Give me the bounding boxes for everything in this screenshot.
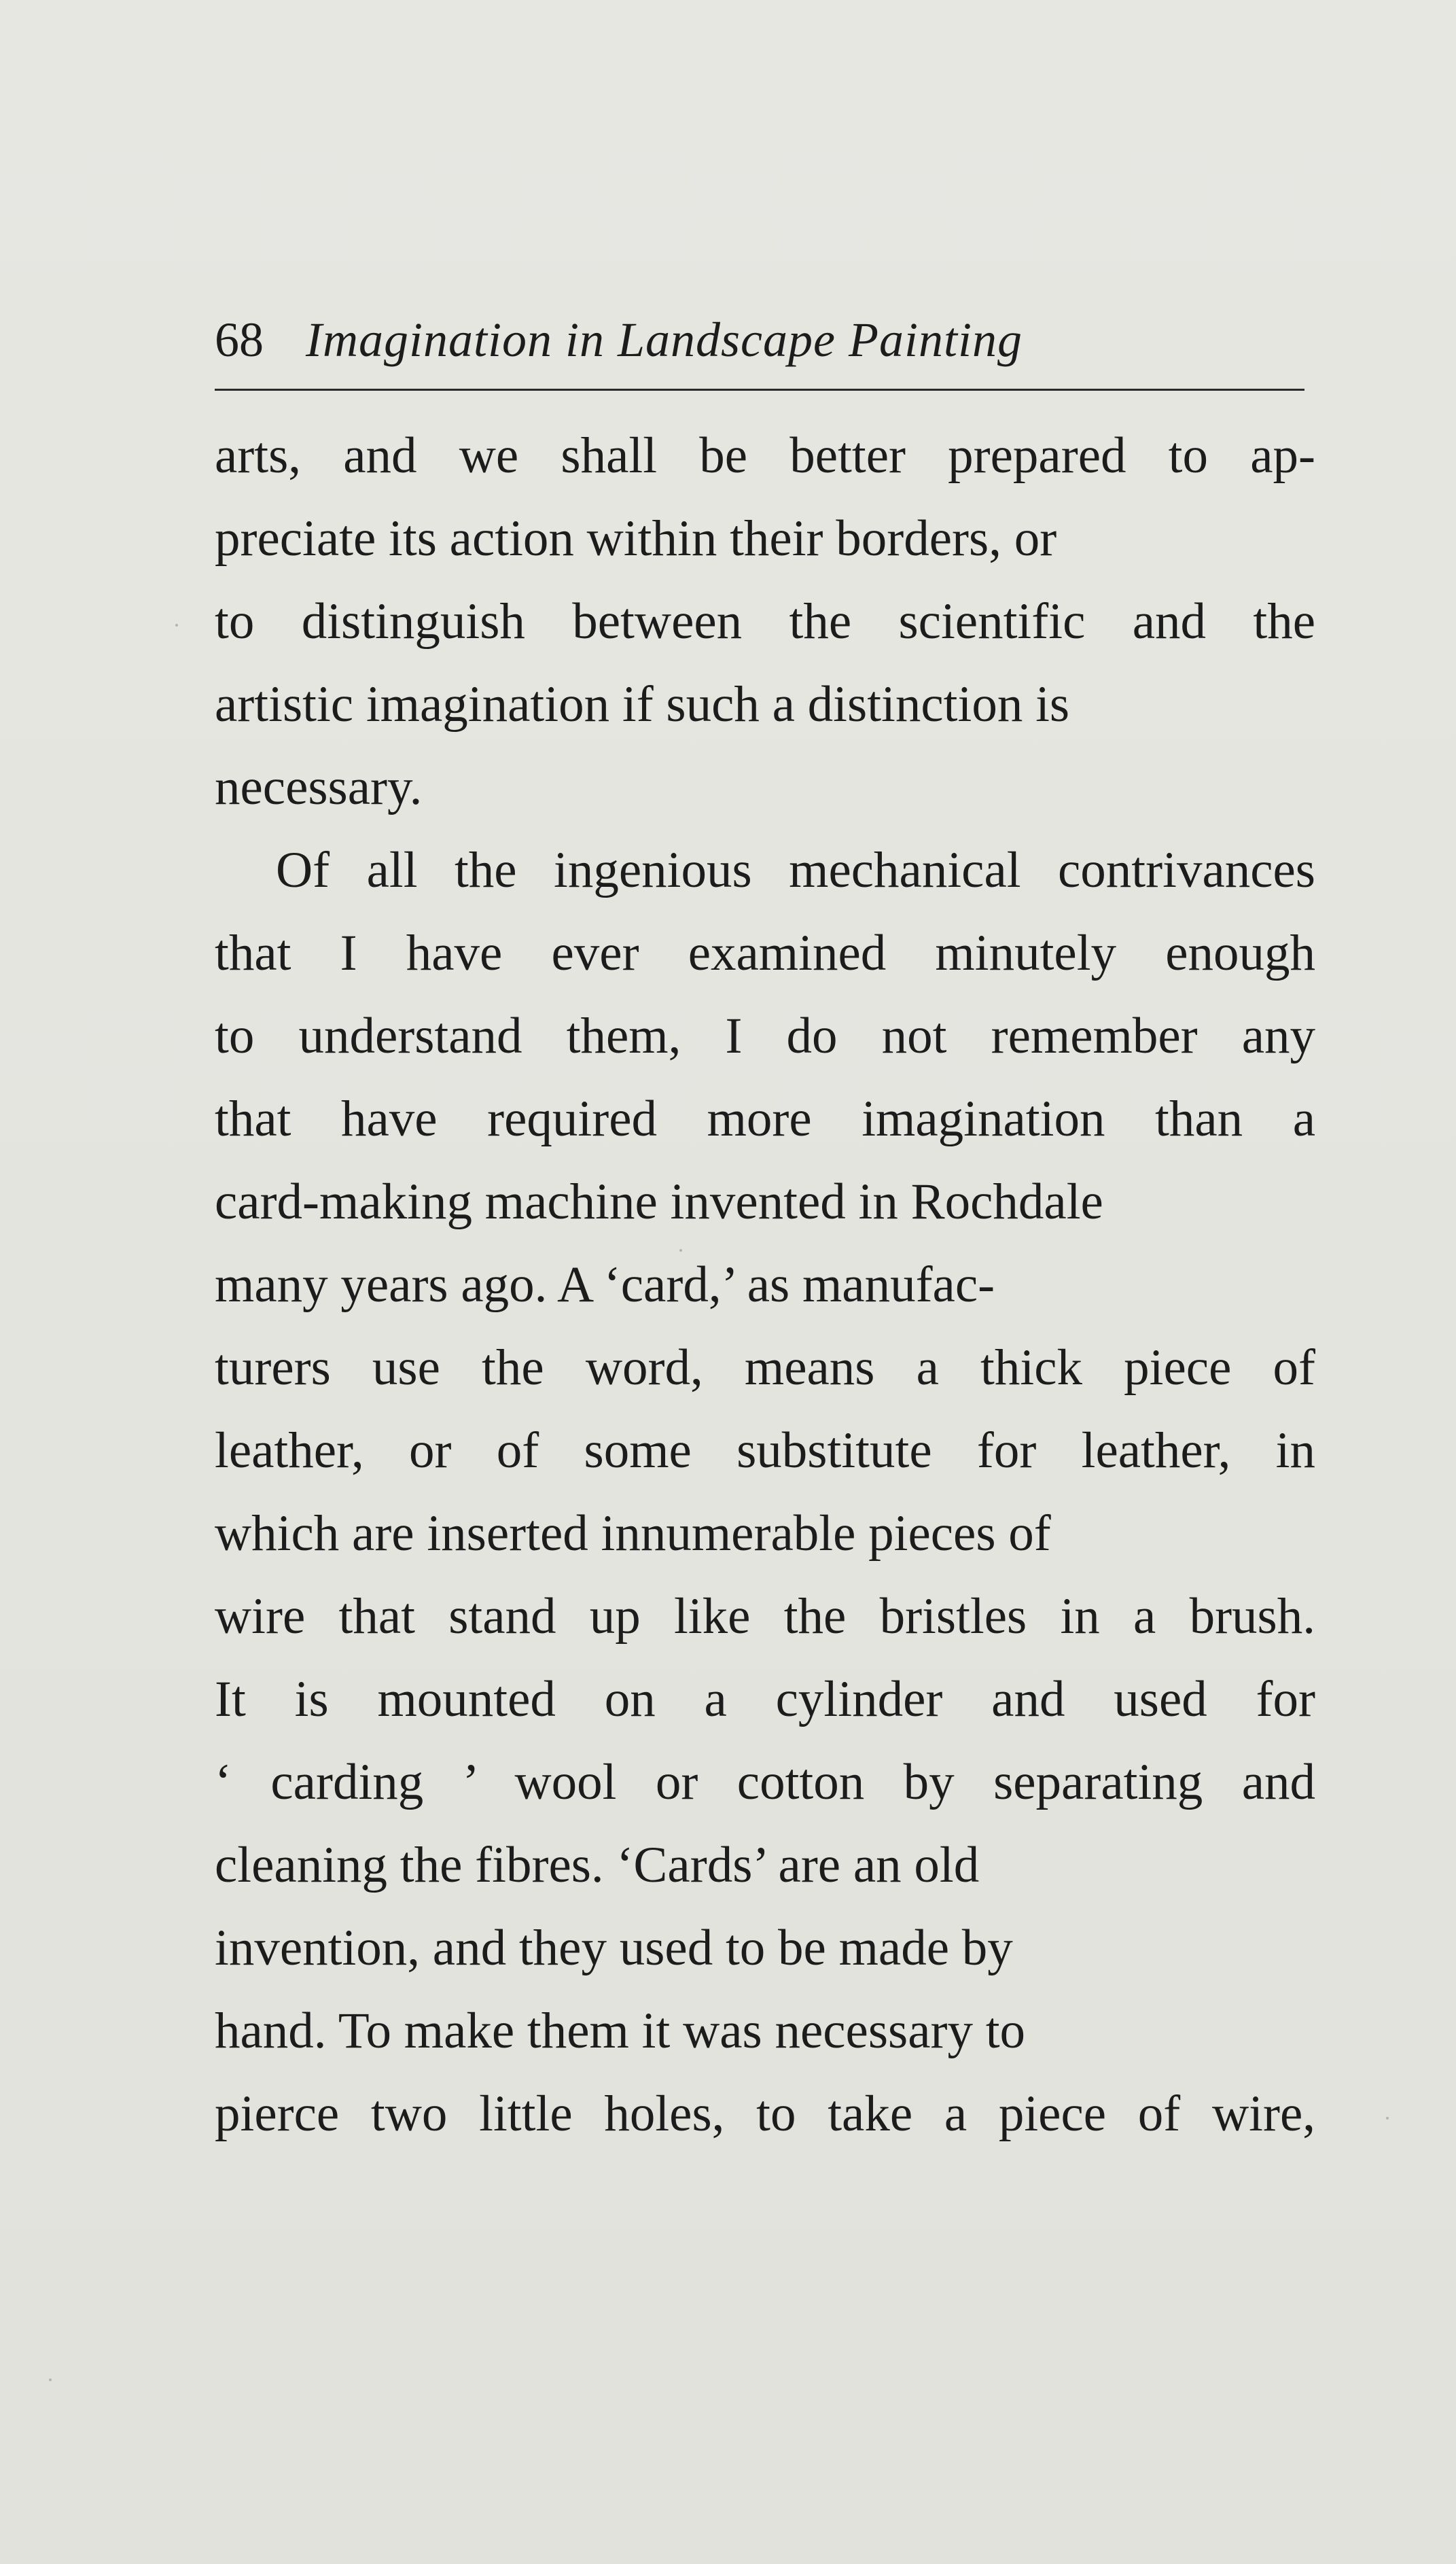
text-line: turers use the word, means a thick piece of (215, 1339, 1315, 1396)
text-line: to understand them, I do not remember any (215, 1008, 1315, 1064)
paper-speck (679, 1249, 682, 1252)
text-line: ‘ carding ’ wool or cotton by separating and (215, 1754, 1315, 1810)
text-line: card-making machine invented in Rochdale (215, 1174, 1103, 1230)
page-number: 68 (215, 313, 264, 367)
text-line: that I have ever examined minutely enough (215, 925, 1315, 981)
running-head (215, 299, 1302, 381)
header-rule (215, 389, 1304, 391)
text-line: which are inserted innumerable pieces of (215, 1505, 1051, 1562)
text-line: preciate its action within their borders, or (215, 510, 1057, 567)
text-line: artistic imagination if such a distinction is (215, 676, 1070, 733)
text-line: arts, and we shall be better prepared to ap- (215, 427, 1315, 484)
text-line: wire that stand up like the bristles in a brush. (215, 1588, 1315, 1645)
paper-speck (49, 2378, 52, 2381)
text-line: cleaning the fibres. ‘Cards’ are an old (215, 1837, 980, 1893)
paper-speck (175, 624, 178, 627)
text-line: many years ago. A ‘card,’ as manufac- (215, 1257, 995, 1313)
running-title: Imagination in Landscape Painting (306, 313, 1023, 367)
text-line: pierce two little holes, to take a piece of wire, (215, 2086, 1315, 2142)
text-line: to distinguish between the scientific and the (215, 593, 1315, 650)
text-line: that have required more imagination than a (215, 1091, 1315, 1147)
paragraph-first-line: Of all the ingenious mechanical contrivances (276, 842, 1315, 898)
paper-speck (1386, 2117, 1389, 2120)
text-line: hand. To make them it was necessary to (215, 2003, 1026, 2059)
text-line: It is mounted on a cylinder and used for (215, 1671, 1315, 1727)
text-line: leather, or of some substitute for leather, in (215, 1422, 1315, 1479)
text-line: invention, and they used to be made by (215, 1920, 1013, 1976)
body-text (215, 415, 1315, 2156)
text-line: necessary. (215, 759, 423, 815)
